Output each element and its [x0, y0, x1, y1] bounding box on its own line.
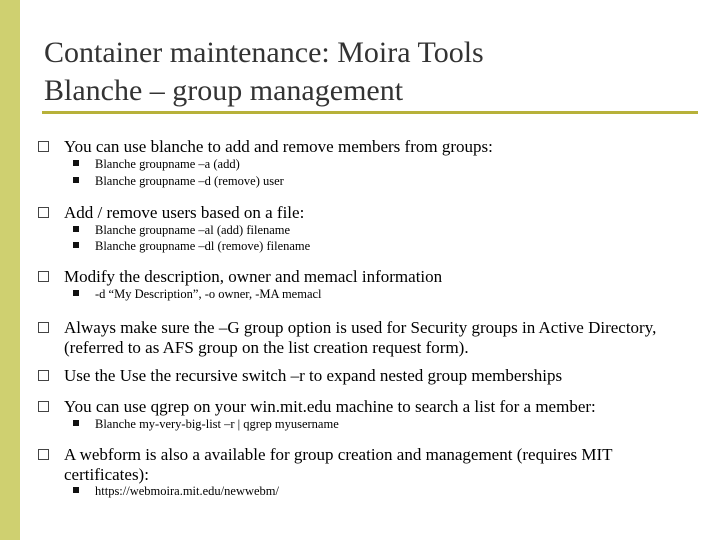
filled-square-bullet-icon	[73, 487, 79, 493]
title-line-1: Container maintenance: Moira Tools	[44, 36, 484, 69]
bullet-6-text: You can use qgrep on your win.mit.edu machine to search a list for a member:	[64, 397, 596, 416]
sub-bullet-2-1-text: Blanche groupname –al (add) filename	[95, 223, 291, 237]
bullet-1-text: You can use blanche to add and remove members from groups:	[64, 137, 493, 156]
sub-bullet-7-1	[73, 483, 673, 499]
sub-bullet-3-1	[73, 286, 673, 302]
sub-bullet-3-1-text: -d “My Description”, -o owner, -MA memacl	[95, 287, 322, 301]
sub-bullet-1-2	[73, 173, 673, 189]
bullet-3-text: Modify the description, owner and memacl information	[64, 267, 443, 286]
sub-bullet-6-1	[73, 416, 673, 432]
hollow-square-bullet-icon	[38, 449, 49, 460]
hollow-square-bullet-icon	[38, 141, 49, 152]
filled-square-bullet-icon	[73, 177, 79, 183]
hollow-square-bullet-icon	[38, 322, 49, 333]
filled-square-bullet-icon	[73, 160, 79, 166]
bullet-5-text: Use the Use the recursive switch –r to expand nested group memberships	[64, 366, 563, 385]
hollow-square-bullet-icon	[38, 271, 49, 282]
bullet-7-text: A webform is also a available for group creation and management (requires MIT certificates):	[64, 445, 613, 484]
sub-bullet-2-2	[73, 238, 673, 254]
sub-bullet-1-1	[73, 156, 673, 172]
filled-square-bullet-icon	[73, 290, 79, 296]
filled-square-bullet-icon	[73, 226, 79, 232]
sub-bullet-1-2-text: Blanche groupname –d (remove) user	[95, 174, 284, 188]
filled-square-bullet-icon	[73, 242, 79, 248]
sub-bullet-2-1	[73, 222, 673, 238]
filled-square-bullet-icon	[73, 420, 79, 426]
title-line-2: Blanche – group management	[44, 74, 404, 107]
sub-bullet-2-2-text: Blanche groupname –dl (remove) filename	[95, 239, 311, 253]
webform-link[interactable]: https://webmoira.mit.edu/newwebm/	[95, 484, 279, 498]
bullet-2-text: Add / remove users based on a file:	[64, 203, 305, 222]
sub-bullet-6-1-text: Blanche my-very-big-list –r | qgrep myusername	[95, 417, 339, 431]
bullet-4-text: Always make sure the –G group option is used for Security groups in Active Directory, (referred to as AFS group on the list creation request form).	[64, 318, 657, 357]
sub-bullet-1-1-text: Blanche groupname –a (add)	[95, 157, 240, 171]
hollow-square-bullet-icon	[38, 370, 49, 381]
hollow-square-bullet-icon	[38, 207, 49, 218]
hollow-square-bullet-icon	[38, 401, 49, 412]
